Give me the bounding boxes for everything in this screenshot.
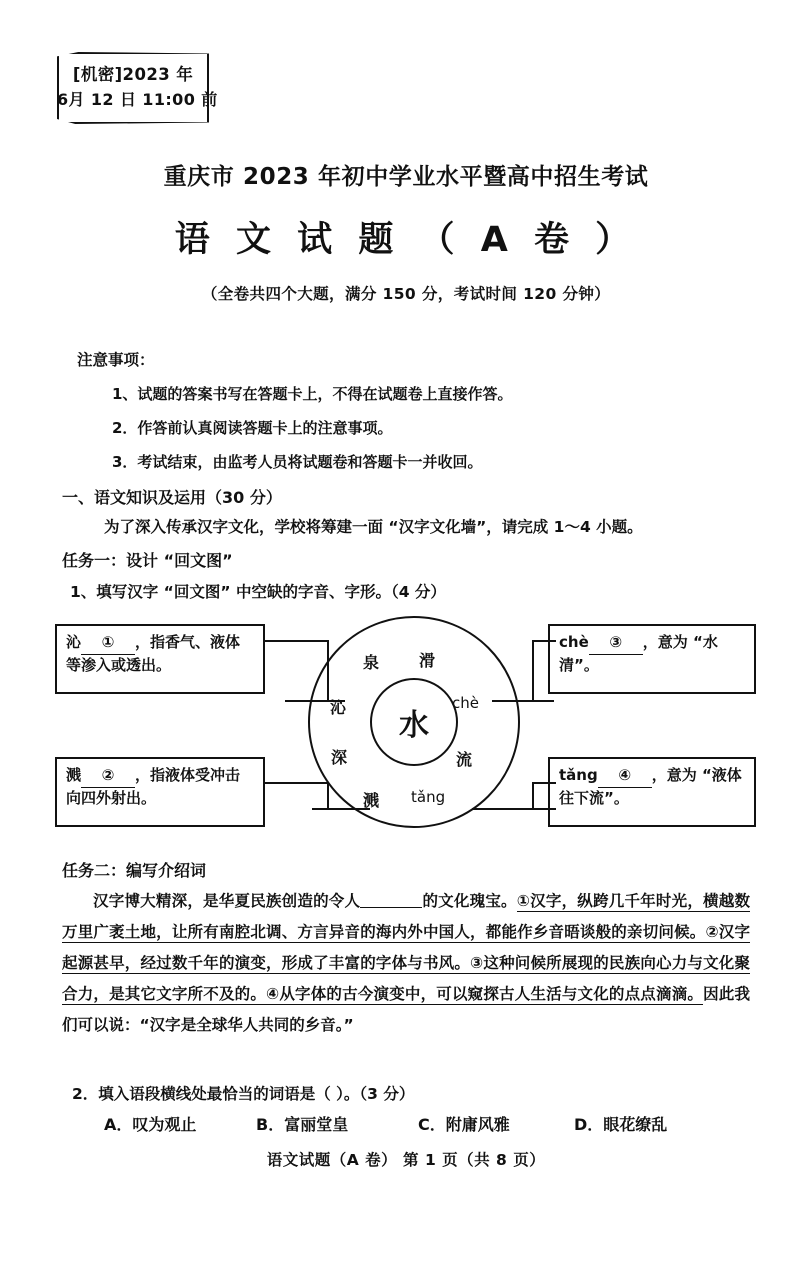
- callout-rest: ，意为 “液体往下流”。: [559, 766, 742, 807]
- stamp-line-2: 6月 12 日 11:00 前: [57, 90, 218, 109]
- answer-blank-3[interactable]: ③: [589, 632, 643, 655]
- callout-lead: chè: [559, 633, 589, 651]
- callout-lead: tǎng: [559, 766, 598, 784]
- callout-rest: ，指香气、液体等渗入或透出。: [66, 633, 241, 674]
- connector-segment: [532, 782, 534, 810]
- passage-underlined: ①汉字，纵跨几千年时光，横越数万里广袤土地，让所有南腔北调、方言异音的海内外中国人，都能作乡音晤谈般的亲切问候。②汉字起源甚早，经过数千年的演变，形成了丰富的字体与书风。③这种问候所展现的民族向心力与文化聚合力，是其它文字所不及的。④从字体的古今演变中，可以窥探古人生活与文化的点点滴滴。: [62, 892, 750, 1003]
- passage-text: [62, 886, 750, 1041]
- option-a[interactable]: A．叹为观止: [104, 1115, 197, 1134]
- callout-bottom-right: [548, 757, 756, 827]
- notes-title: 注意事项：: [77, 351, 155, 369]
- stamp-line-1: [机密]2023 年: [72, 65, 194, 84]
- section-heading-one: 一、语文知识及运用（30 分）: [62, 488, 282, 507]
- passage-tail: 因此我们可以说：“汉字是全球华人共同的乡音。”: [62, 985, 750, 1034]
- task-one-heading: 任务一：设计 “回文图”: [62, 551, 233, 570]
- answer-blank-4[interactable]: ④: [598, 765, 652, 788]
- exam-meta: （全卷共四个大题，满分 150 分，考试时间 120 分钟）: [201, 285, 611, 303]
- ring-pinyin-che: chè: [452, 694, 479, 712]
- question-one-text: 1、填写汉字 “回文图” 中空缺的字音、字形。（4 分）: [70, 583, 446, 601]
- ring-label-jian: 溅: [363, 791, 380, 810]
- connector-segment: [265, 782, 329, 784]
- connector-segment: [265, 640, 329, 642]
- passage-part-1: 汉字博大精深，是华夏民族创造的令人: [93, 892, 361, 910]
- huiwen-diagram: [40, 612, 772, 844]
- ring-pinyin-tang: tǎng: [411, 788, 446, 806]
- callout-top-right: [548, 624, 756, 694]
- ring-label-hua: 滑: [419, 651, 436, 670]
- option-c[interactable]: C．附庸风雅: [418, 1115, 510, 1134]
- connector-segment: [532, 640, 534, 702]
- note-item: 2．作答前认真阅读答题卡上的注意事项。: [112, 419, 393, 437]
- subject-title: 语 文 试 题 （ A 卷 ）: [174, 220, 638, 260]
- page-title: 重庆市 2023 年初中学业水平暨高中招生考试: [163, 164, 649, 190]
- answer-blank-1[interactable]: ①: [81, 632, 135, 655]
- center-character: 水: [399, 708, 429, 743]
- answer-blank-2[interactable]: ②: [81, 765, 135, 788]
- option-d[interactable]: D．眼花缭乱: [574, 1115, 668, 1134]
- ring-label-qin: 沁: [330, 698, 347, 717]
- question-two-text: 2．填入语段横线处最恰当的词语是（ ）。（3 分）: [72, 1085, 415, 1103]
- page-footer: 语文试题（A 卷） 第 1 页（共 8 页）: [266, 1151, 546, 1169]
- section-intro: 为了深入传承汉字文化，学校将筹建一面 “汉字文化墙”，请完成 1～4 小题。: [104, 518, 643, 536]
- callout-lead: 溅: [66, 766, 82, 784]
- passage-fill-blank[interactable]: [360, 907, 422, 908]
- callout-bottom-left: [55, 757, 265, 827]
- note-item: 1、试题的答案书写在答题卡上，不得在试题卷上直接作答。: [112, 385, 513, 403]
- option-b[interactable]: B．富丽堂皇: [256, 1115, 349, 1134]
- passage-part-2: 的文化瑰宝。: [422, 892, 517, 910]
- callout-top-left: [55, 624, 265, 694]
- ring-label-quan: 泉: [363, 653, 380, 672]
- callout-rest: ，指液体受冲击向四外射出。: [66, 766, 241, 807]
- ring-label-liu: 流: [456, 750, 473, 769]
- ring-label-shen: 深: [331, 748, 348, 767]
- callout-lead: 沁: [66, 633, 82, 651]
- confidential-stamp: [57, 52, 218, 124]
- connector-segment: [472, 808, 556, 810]
- callout-rest: ，意为 “水清”。: [559, 633, 718, 674]
- task-two-heading: 任务二：编写介绍词: [62, 861, 207, 880]
- note-item: 3．考试结束，由监考人员将试题卷和答题卡一并收回。: [112, 453, 483, 471]
